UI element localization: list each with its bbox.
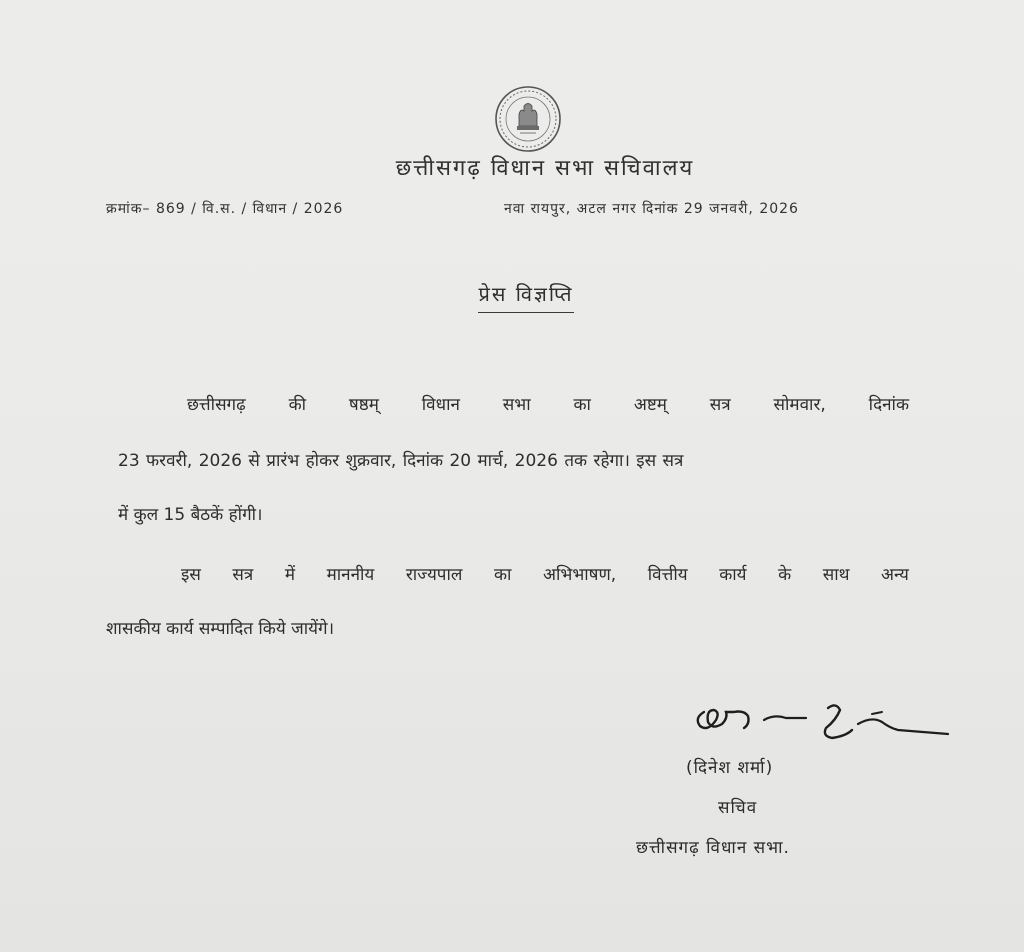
word: सत्र xyxy=(709,395,731,415)
state-emblem-seal xyxy=(488,84,568,154)
document-heading xyxy=(0,280,1024,307)
signatory-title: सचिव xyxy=(718,798,758,818)
word: दिनांक xyxy=(868,395,909,415)
word: अष्टम् xyxy=(633,395,667,415)
place-and-date: नवा रायपुर, अटल नगर दिनांक 29 जनवरी, 2026 xyxy=(504,201,799,217)
word: की xyxy=(288,395,307,415)
word: विधान xyxy=(421,395,460,415)
heading-text: प्रेस विज्ञप्ति xyxy=(478,282,573,313)
word: साथ xyxy=(822,565,850,585)
word: माननीय xyxy=(326,565,375,585)
word: सत्र xyxy=(232,565,254,585)
word: षष्ठम् xyxy=(348,395,379,415)
office-title: छत्तीसगढ़ विधान सभा सचिवालय xyxy=(395,156,695,181)
word: वित्तीय xyxy=(647,565,688,585)
paragraph1-line1 xyxy=(187,392,909,415)
word: सोमवार, xyxy=(773,395,826,415)
paragraph1-line2: 23 फरवरी, 2026 से प्रारंभ होकर शुक्रवार, दिनांक 20 मार्च, 2026 तक रहेगा। इस सत्र xyxy=(118,451,684,471)
reference-number: क्रमांक– 869 / वि.स. / विधान / 2026 xyxy=(106,201,344,217)
word: अन्य xyxy=(881,565,909,585)
signatory-organization: छत्तीसगढ़ विधान सभा. xyxy=(636,838,790,858)
word: कार्य xyxy=(719,565,747,585)
handwritten-signature xyxy=(686,690,956,760)
word: का xyxy=(573,395,591,415)
word: सभा xyxy=(502,395,531,415)
paragraph2-line2: शासकीय कार्य सम्पादित किये जायेंगे। xyxy=(106,619,335,639)
paragraph2-line1 xyxy=(181,562,909,585)
paragraph1-line3: में कुल 15 बैठकें होंगी। xyxy=(118,505,263,525)
word: का xyxy=(493,565,512,585)
word: इस xyxy=(181,565,201,585)
word: छत्तीसगढ़ xyxy=(187,395,246,415)
word: राज्यपाल xyxy=(405,565,463,585)
signatory-name: (दिनेश शर्मा) xyxy=(686,758,774,778)
word: के xyxy=(778,565,792,585)
word: में xyxy=(284,565,296,585)
word: अभिभाषण, xyxy=(542,565,617,585)
